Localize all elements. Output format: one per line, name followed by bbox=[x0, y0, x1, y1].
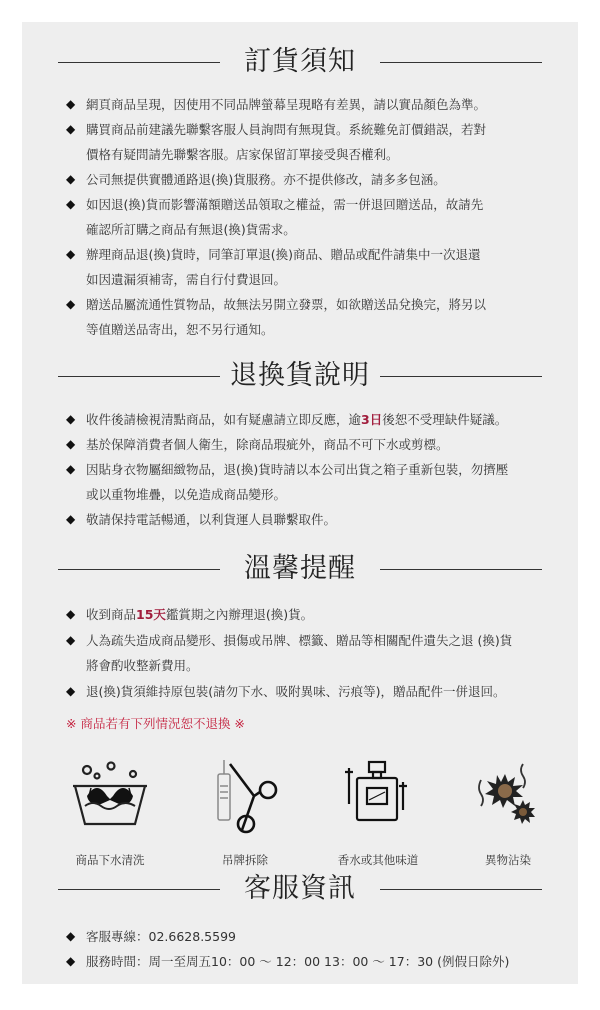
section-title: 退換貨說明 bbox=[230, 360, 370, 391]
list-item: ◆ 人為疏失造成商品變形、損傷或吊牌、標籤、贈品等相關配件遺失之退 (換)貨 將會酌收整新費用。 bbox=[66, 628, 546, 678]
diamond-bullet-icon: ◆ bbox=[66, 97, 76, 111]
diamond-bullet-icon: ◆ bbox=[66, 197, 76, 211]
list-item: ◆ 贈送品屬流通性質物品，故無法另開立發票，如欲贈送品兌換完，將另以 等值贈送品寄出，恕不另行通知。 bbox=[66, 292, 546, 342]
divider bbox=[380, 889, 542, 890]
diamond-bullet-icon: ◆ bbox=[66, 172, 76, 186]
section-title: 訂貨須知 bbox=[244, 46, 356, 77]
list-item: ◆ 收件後請檢視清點商品，如有疑慮請立即反應，逾3日後恕不受理缺件疑議。 bbox=[66, 407, 546, 432]
list-item: ◆ 網頁商品呈現，因使用不同品牌螢幕呈現略有差異，請以實品顏色為準。 bbox=[66, 92, 546, 117]
list-item: ◆ 辦理商品退(換)貨時，同筆訂單退(換)商品、贈品或配件請集中一次退還 如因遺漏須補寄，需自行付費退回。 bbox=[66, 242, 546, 292]
list-item: ◆ 購買商品前建議先聯繫客服人員詢問有無現貨。系統難免訂價錯誤，若對 價格有疑問請先聯繫客服。店家保留訂單接受與否權利。 bbox=[66, 117, 546, 167]
list-item: ◆ 因貼身衣物屬細緻物品，退(換)貨時請以本公司出貨之箱子重新包裝，勿擠壓 或以重物堆疊，以免造成商品變形。 bbox=[66, 457, 546, 507]
diamond-bullet-icon: ◆ bbox=[66, 633, 76, 647]
divider bbox=[380, 376, 542, 377]
list-item: ◆ 敬請保持電話暢通，以利貨運人員聯繫取件。 bbox=[66, 507, 546, 532]
reminder-header bbox=[22, 549, 578, 589]
list-item: ◆ 公司無提供實體通路退(換)貨服務。亦不提供修改，請多多包涵。 bbox=[66, 167, 546, 192]
returns-header bbox=[22, 356, 578, 396]
no-return-note: ※ 商品若有下列情況恕不退換 ※ bbox=[66, 716, 245, 731]
perfume-bottle-icon: 香水或其他味道 bbox=[328, 760, 428, 868]
service-header bbox=[22, 869, 578, 909]
diamond-bullet-icon: ◆ bbox=[66, 462, 76, 476]
diamond-bullet-icon: ◆ bbox=[66, 122, 76, 136]
list-item: ◆ 如因退(換)貨而影響滿額贈送品領取之權益，需一併退回贈送品，故請先 確認所訂購之商品有無退(換)貨需求。 bbox=[66, 192, 546, 242]
service-hours: ◆ 服務時間：周一至周五10：00 ～ 12：00 13：00 ～ 17：30 (例假日除外) bbox=[66, 949, 546, 974]
section-title: 客服資訊 bbox=[244, 873, 356, 904]
diamond-bullet-icon: ◆ bbox=[66, 412, 76, 426]
service-hotline: ◆ 客服專線：02.6628.5599 bbox=[66, 924, 546, 949]
divider bbox=[380, 62, 542, 63]
highlight-days: 3日 bbox=[361, 412, 383, 427]
list-item: ◆ 基於保障消費者個人衛生，除商品瑕疵外，商品不可下水或剪標。 bbox=[66, 432, 546, 457]
no-return-icons bbox=[22, 760, 578, 870]
list-item: ◆ 退(換)貨須維持原包裝(請勿下水、吸附異味、污痕等)，贈品配件一併退回。 bbox=[66, 679, 546, 704]
diamond-bullet-icon: ◆ bbox=[66, 684, 76, 698]
diamond-bullet-icon: ◆ bbox=[66, 607, 76, 621]
stain-icon: 異物沾染 bbox=[458, 760, 558, 868]
divider bbox=[380, 569, 542, 570]
diamond-bullet-icon: ◆ bbox=[66, 929, 76, 943]
notice-panel bbox=[22, 22, 578, 984]
diamond-bullet-icon: ◆ bbox=[66, 297, 76, 311]
diamond-bullet-icon: ◆ bbox=[66, 512, 76, 526]
washing-basin-bra-icon: 商品下水清洗 bbox=[60, 760, 160, 868]
section-title: 溫馨提醒 bbox=[244, 553, 356, 584]
diamond-bullet-icon: ◆ bbox=[66, 247, 76, 261]
diamond-bullet-icon: ◆ bbox=[66, 437, 76, 451]
highlight-days: 15天 bbox=[136, 607, 166, 622]
diamond-bullet-icon: ◆ bbox=[66, 954, 76, 968]
list-item: ◆ 收到商品15天鑑賞期之內辦理退(換)貨。 bbox=[66, 602, 546, 627]
scissors-tag-icon: 吊牌拆除 bbox=[195, 760, 295, 868]
order-notice-header bbox=[22, 42, 578, 82]
